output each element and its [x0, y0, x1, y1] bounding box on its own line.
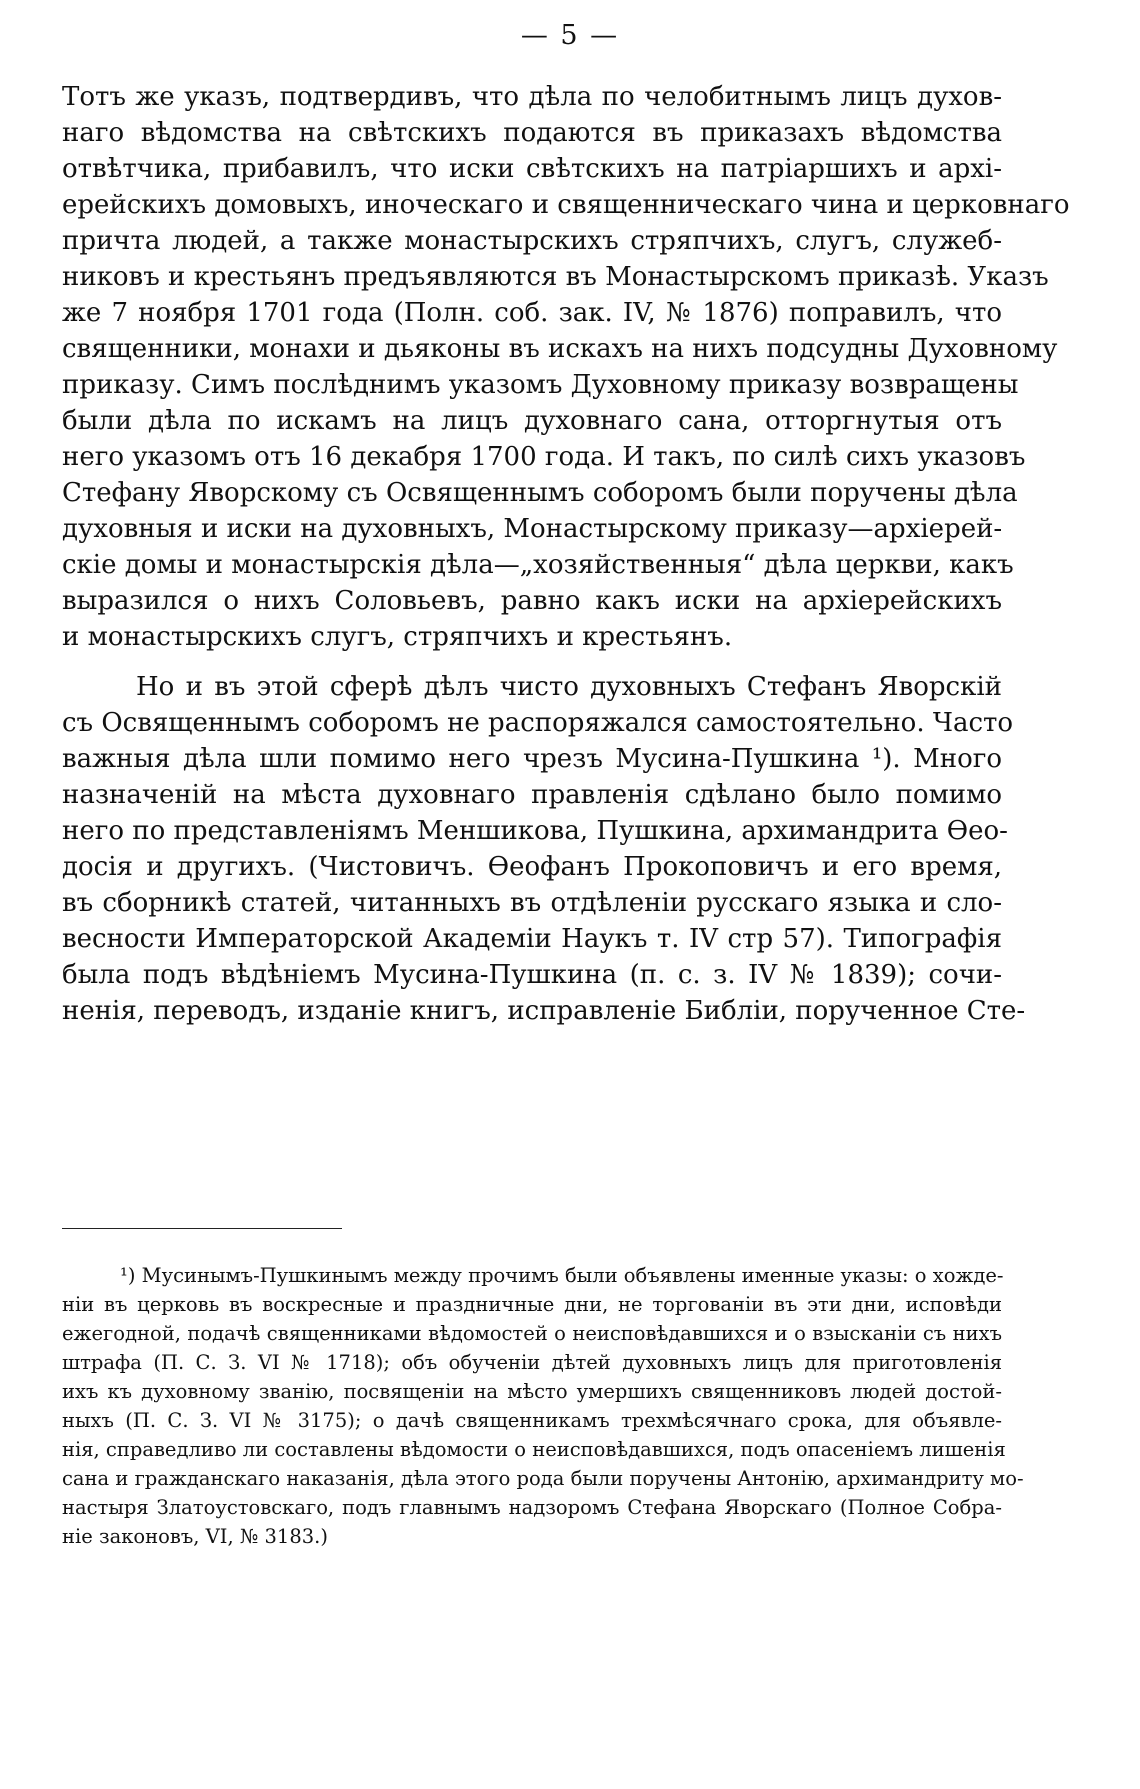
text-line: важныя дѣла шли помимо него чрезъ Мусина-Пушкина ¹). Много	[62, 744, 1002, 774]
text-line: наго вѣдомства на свѣтскихъ подаются въ приказахъ вѣдомства	[62, 118, 1002, 148]
text-line: Но и въ этой сферѣ дѣлъ чисто духовныхъ Стефанъ Яворскій	[136, 672, 1002, 702]
text-line: священники, монахи и дьяконы въ искахъ на нихъ подсудны Духовному	[62, 334, 1058, 364]
text-line: отвѣтчика, прибавилъ, что иски свѣтскихъ на патріаршихъ и архі-	[62, 154, 1002, 184]
text-line: въ сборникѣ статей, читанныхъ въ отдѣленіи русскаго языка и сло-	[62, 888, 1002, 918]
text-line: него по представленіямъ Меншикова, Пушкина, архимандрита Ѳео-	[62, 816, 1008, 846]
footnote-line: штрафа (П. С. З. VI № 1718); объ обученіи дѣтей духовныхъ лицъ для приготовленія	[62, 1351, 1002, 1374]
footnote-line: ніи въ церковь въ воскресные и праздничные дни, не торгованіи въ эти дни, исповѣди	[62, 1293, 1002, 1316]
text-line: досія и другихъ. (Чистовичъ. Ѳеофанъ Прокоповичъ и его время,	[62, 852, 1002, 882]
text-line: скіе домы и монастырскія дѣла—„хозяйственныя“ дѣла церкви, какъ	[62, 550, 1014, 580]
text-line: причта людей, а также монастырскихъ стряпчихъ, слугъ, служеб-	[62, 226, 1002, 256]
footnote-line: ныхъ (П. С. З. VI № 3175); о дачѣ священникамъ трехмѣсячнаго срока, для объявле-	[62, 1409, 1002, 1432]
text-line: были дѣла по искамъ на лицъ духовнаго сана, отторгнутыя отъ	[62, 406, 1002, 436]
text-line: съ Освященнымъ соборомъ не распоряжался самостоятельно. Часто	[62, 708, 1014, 738]
text-line: него указомъ отъ 16 декабря 1700 года. И такъ, по силѣ сихъ указовъ	[62, 442, 1026, 472]
footnote-line: ніе законовъ, VI, № 3183.)	[62, 1525, 328, 1548]
text-line: приказу. Симъ послѣднимъ указомъ Духовному приказу возвращены	[62, 370, 1019, 400]
footnote-line: ежегодной, подачѣ священниками вѣдомостей о неисповѣдавшихся и о взысканіи съ нихъ	[62, 1322, 1002, 1345]
text-line: назначеній на мѣста духовнаго правленія сдѣлано было помимо	[62, 780, 1002, 810]
footnote-line: сана и гражданскаго наказанія, дѣла этого рода были поручены Антонію, архимандриту мо-	[62, 1467, 1024, 1490]
text-line: Тотъ же указъ, подтвердивъ, что дѣла по челобитнымъ лицъ духов-	[62, 82, 1002, 112]
text-line: Стефану Яворскому съ Освященнымъ соборомъ были поручены дѣла	[62, 478, 1018, 508]
text-line: никовъ и крестьянъ предъявляются въ Монастырскомъ приказѣ. Указъ	[62, 262, 1049, 292]
footnote-line: нія, справедливо ли составлены вѣдомости о неисповѣдавшихся, подъ опасеніемъ лишенія	[62, 1438, 1006, 1461]
text-line: весности Императорской Академіи Наукъ т. IV стр 57). Типографія	[62, 924, 1002, 954]
text-line: и монастырскихъ слугъ, стряпчихъ и крестьянъ.	[62, 622, 733, 652]
text-line: была подъ вѣдѣніемъ Мусина-Пушкина (п. с. з. IV № 1839); сочи-	[62, 960, 1002, 990]
text-line: ерейскихъ домовыхъ, иноческаго и священническаго чина и церковнаго	[62, 190, 1070, 220]
page-number: — 5 —	[520, 20, 620, 51]
footnote-line: ¹) Мусинымъ-Пушкинымъ между прочимъ были объявлены именные указы: о хожде-	[120, 1264, 1004, 1287]
footnote-separator	[62, 1228, 342, 1229]
text-line: духовныя и иски на духовныхъ, Монастырскому приказу—архіерей-	[62, 514, 1003, 544]
text-line: же 7 ноября 1701 года (Полн. соб. зак. IV, № 1876) поправилъ, что	[62, 298, 1002, 328]
footnote-line: ихъ къ духовному званію, посвященіи на мѣсто умершихъ священниковъ людей достой-	[62, 1380, 1002, 1403]
text-line: выразился о нихъ Соловьевъ, равно какъ иски на архіерейскихъ	[62, 586, 1002, 616]
text-line: ненія, переводъ, изданіе книгъ, исправленіе Библіи, порученное Сте-	[62, 996, 1026, 1026]
footnote-line: настыря Златоустовскаго, подъ главнымъ надзоромъ Стефана Яворскаго (Полное Собра-	[62, 1496, 1002, 1519]
